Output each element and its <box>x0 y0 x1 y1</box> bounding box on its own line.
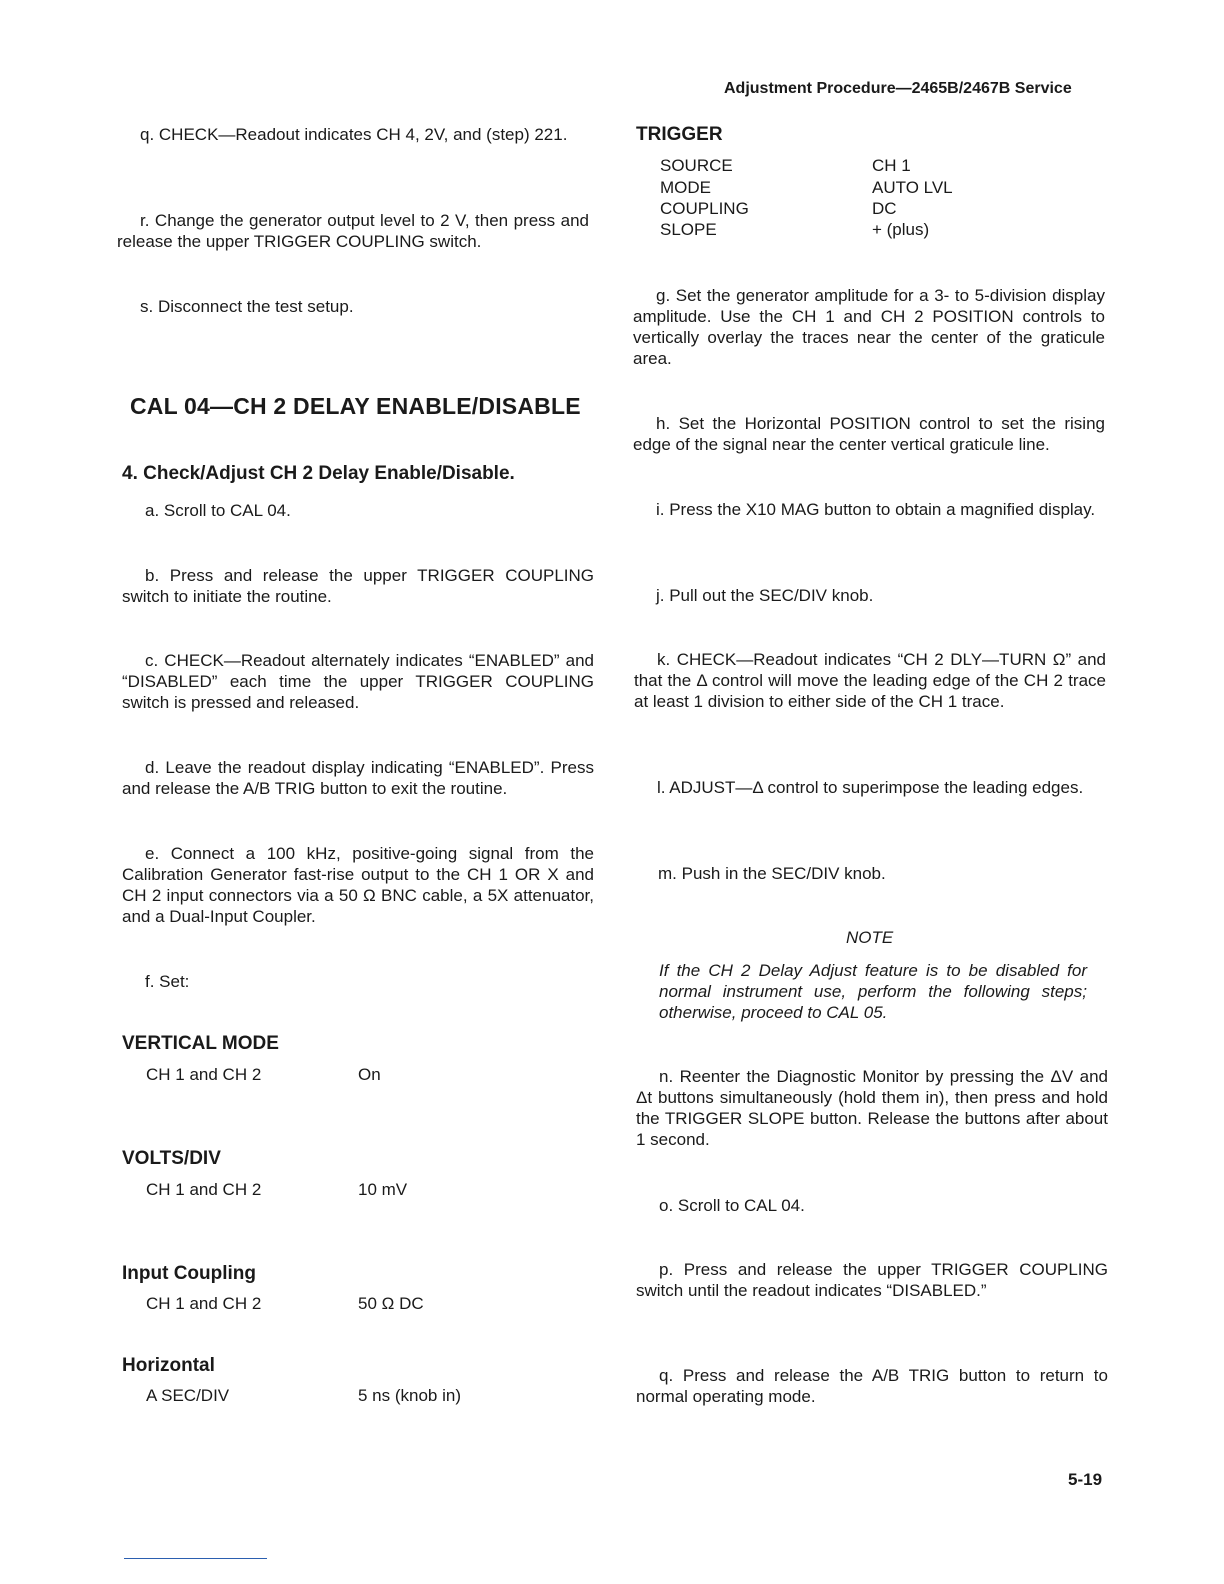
step-p-text: p. Press and release the upper TRIGGER COUPLING switch until the readout indicates “DISABLED.” <box>636 1260 1108 1300</box>
step-s <box>117 296 589 317</box>
step-c <box>122 650 594 713</box>
step-p <box>636 1259 1108 1301</box>
trigger-row-label: SOURCE <box>660 156 733 175</box>
footer-rule <box>124 1558 267 1559</box>
step-h <box>633 413 1105 455</box>
step-d <box>122 757 594 799</box>
step-n-text: n. Reenter the Diagnostic Monitor by pressing the ΔV and Δt buttons simultaneously (hold them in), then press and hold the TRIGGER SLOPE button. Release the buttons after about 1 second. <box>636 1067 1108 1149</box>
step-q2-text: q. Press and release the A/B TRIG button to return to normal operating mode. <box>636 1366 1108 1406</box>
page-number: 5-19 <box>1068 1470 1103 1489</box>
step-j <box>633 585 1105 606</box>
step-o <box>636 1195 1108 1216</box>
step-h-text: h. Set the Horizontal POSITION control to set the rising edge of the signal near the center vertical graticule line. <box>633 414 1105 454</box>
trigger-row-source <box>660 155 733 176</box>
step-n <box>636 1066 1108 1150</box>
step-s-text: s. Disconnect the test setup. <box>140 297 354 316</box>
trigger-row-label: SLOPE <box>660 220 717 239</box>
trigger-row-value: AUTO LVL <box>872 178 953 197</box>
trigger-row-coupling <box>660 198 749 219</box>
trigger-row-value: CH 1 <box>872 156 911 175</box>
input-coupling-label: CH 1 and CH 2 <box>146 1294 262 1313</box>
horizontal-value: 5 ns (knob in) <box>358 1386 461 1405</box>
step-f <box>122 971 594 992</box>
step-e <box>122 843 594 927</box>
note-text: If the CH 2 Delay Adjust feature is to be disabled for normal instrument use, perform the following steps; otherwise, proceed to CAL 05. <box>659 961 1087 1022</box>
step-q <box>117 124 589 145</box>
step-l-text: l. ADJUST—Δ control to superimpose the leading edges. <box>657 778 1084 797</box>
vertical-mode-label: CH 1 and CH 2 <box>146 1065 262 1084</box>
horizontal-heading: Horizontal <box>122 1355 215 1376</box>
input-coupling-value: 50 Ω DC <box>358 1294 424 1313</box>
step-m-text: m. Push in the SEC/DIV knob. <box>658 864 886 883</box>
trigger-heading: TRIGGER <box>636 124 723 145</box>
step-b <box>122 565 594 607</box>
step-o-text: o. Scroll to CAL 04. <box>659 1196 805 1215</box>
volts-div-label: CH 1 and CH 2 <box>146 1180 262 1199</box>
trigger-row-label: COUPLING <box>660 199 749 218</box>
horizontal-label: A SEC/DIV <box>146 1386 230 1405</box>
step-j-text: j. Pull out the SEC/DIV knob. <box>656 586 874 605</box>
running-head: Adjustment Procedure—2465B/2467B Service <box>724 80 1072 97</box>
note-heading: NOTE <box>846 928 894 947</box>
trigger-row-value: + (plus) <box>872 220 930 239</box>
vertical-mode-value: On <box>358 1065 381 1084</box>
step-m <box>635 863 1107 884</box>
step-g <box>633 285 1105 369</box>
cal-title: CAL 04—CH 2 DELAY ENABLE/DISABLE <box>130 393 581 419</box>
step-d-text: d. Leave the readout display indicating “ENABLED”. Press and release the A/B TRIG button to exit the routine. <box>122 758 594 798</box>
step-f-text: f. Set: <box>145 972 190 991</box>
input-coupling-heading: Input Coupling <box>122 1263 257 1284</box>
volts-div-heading: VOLTS/DIV <box>122 1148 221 1169</box>
trigger-row-mode <box>660 177 711 198</box>
step-l <box>634 777 1106 798</box>
step-r <box>117 210 589 252</box>
step-r-text: r. Change the generator output level to 2 V, then press and release the upper TRIGGER COUPLING switch. <box>117 211 589 251</box>
step-a-text: a. Scroll to CAL 04. <box>145 501 291 520</box>
step-g-text: g. Set the generator amplitude for a 3- to 5-division display amplitude. Use the CH 1 and CH 2 POSITION controls to vertically overlay the traces near the center of the graticule area. <box>633 286 1105 368</box>
step-e-text: e. Connect a 100 kHz, positive-going signal from the Calibration Generator fast-rise output to the CH 1 OR X and CH 2 input connectors via a 50 Ω BNC cable, a 5X attenuator, and a Dual-Input Coupler. <box>122 844 594 926</box>
volts-div-value: 10 mV <box>358 1180 408 1199</box>
step-k <box>634 649 1106 712</box>
trigger-row-label: MODE <box>660 178 711 197</box>
step-k-text: k. CHECK—Readout indicates “CH 2 DLY—TURN Ω” and that the Δ control will move the leading edge of the CH 2 trace at least 1 division to either side of the CH 1 trace. <box>634 650 1106 711</box>
step-a <box>122 500 594 521</box>
step-c-text: c. CHECK—Readout alternately indicates “ENABLED” and “DISABLED” each time the upper TRIGGER COUPLING switch is pressed and released. <box>122 651 594 712</box>
step-i <box>633 499 1105 520</box>
step-i-text: i. Press the X10 MAG button to obtain a magnified display. <box>656 500 1096 519</box>
step-b-text: b. Press and release the upper TRIGGER COUPLING switch to initiate the routine. <box>122 566 594 606</box>
trigger-row-value: DC <box>872 199 897 218</box>
step-q-text: q. CHECK—Readout indicates CH 4, 2V, and (step) 221. <box>140 125 568 144</box>
step-q2 <box>636 1365 1108 1407</box>
step4-title: 4. Check/Adjust CH 2 Delay Enable/Disable. <box>122 463 515 484</box>
vertical-mode-heading: VERTICAL MODE <box>122 1033 279 1054</box>
trigger-row-slope <box>660 219 717 240</box>
